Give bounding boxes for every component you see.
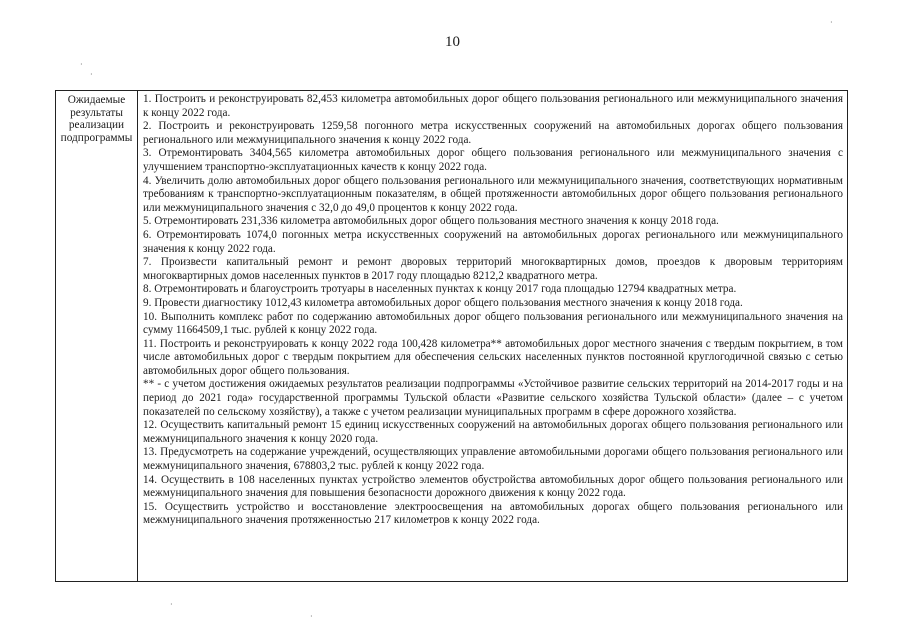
result-item: 2. Построить и реконструировать 1259,58 погонного метра искусственных сооружений на автомобильных дорогах общего пользования регионального или межмуниципального значения к концу 2022 года. (143, 120, 843, 146)
result-item: 15. Осуществить устройство и восстановление электроосвещения на автомобильных дорогах общего пользования регионального или межмуниципального значения протяженностью 217 километров к концу 2022 года. (143, 500, 843, 527)
result-item: 1. Построить и реконструировать 82,453 километра автомобильных дорог общего пользования регионального или межмуниципального значения к концу 2022 года. (143, 93, 843, 119)
result-item: 14. Осуществить в 108 населенных пунктах устройство элементов обустройства автомобильных дорог общего пользования регионального или межмуниципального значения для повышения безопасности дорожного движения к концу 2022 года. (143, 473, 843, 500)
result-item: 4. Увеличить долю автомобильных дорог общего пользования регионального или межмуниципального значения, соответствующих нормативным требованиям к транспортно-эксплуатационным показателям, в общей протяженности автомобильных дорог общего пользования регионального или межмуниципального значения с 32,0 до 49,0 процентов к концу 2022 года. (143, 174, 843, 214)
section-label: Ожидаемые результаты реализации подпрограммы (56, 91, 138, 581)
results-list (138, 91, 847, 581)
result-item: 3. Отремонтировать 3404,565 километра автомобильных дорог общего пользования регионального или межмуниципального значения с улучшением транспортно-эксплуатационных качеств к концу 2022 года. (143, 147, 843, 173)
results-table (55, 90, 848, 582)
result-item: 10. Выполнить комплекс работ по содержанию автомобильных дорог общего пользования регионального или межмуниципального значения на сумму 11664509,1 тыс. рублей к концу 2022 года. (143, 310, 843, 337)
page-number: 10 (445, 34, 460, 50)
result-item: 8. Отремонтировать и благоустроить тротуары в населенных пунктах к концу 2017 года площадью 12794 квадратных метра. (143, 283, 737, 296)
result-item: 9. Провести диагностику 1012,43 километра автомобильных дорог общего пользования местного значения к концу 2018 года. (143, 296, 743, 309)
result-item: 12. Осуществить капитальный ремонт 15 единиц искусственных сооружений на автомобильных дорогах общего пользования регионального или межмуниципального значения к концу 2020 года. (143, 419, 843, 445)
result-item: 11. Построить и реконструировать к концу 2022 года 100,428 километра** автомобильных дорог местного значения с твердым покрытием, в том числе автомобильных дорог с твердым покрытием для обеспечения сельских населенных пунктов постоянной круглогодичной связью с сетью автомобильных дорог общего пользования. (143, 337, 843, 377)
result-item: 5. Отремонтировать 231,336 километра автомобильных дорог общего пользования местного значения к концу 2018 года. (143, 215, 719, 228)
result-item: 13. Предусмотреть на содержание учреждений, осуществляющих управление автомобильными дорогами общего пользования регионального или межмуниципального значения, 678803,2 тыс. рублей к концу 2022 года. (143, 446, 843, 473)
footnote: ** - с учетом достижения ожидаемых результатов реализации подпрограммы «Устойчивое развитие сельских территорий на 2014-2017 годы и на период до 2021 года» государственной программы Тульской области «Развитие сельского хозяйства Тульской области» (далее – с учетом показателей по сельскому хозяйству), а также с учетом реализации муниципальных программ в сфере дорожного хозяйства. (143, 378, 843, 418)
result-item: 6. Отремонтировать 1074,0 погонных метра искусственных сооружений на автомобильных дорогах регионального или межмуниципального значения к концу 2022 года. (143, 228, 843, 255)
result-item: 7. Произвести капитальный ремонт и ремонт дворовых территорий многоквартирных домов, проездов к дворовым территориям многоквартирных домов населенных пунктов в 2017 году площадью 8212,2 квадратного метра. (143, 256, 843, 282)
